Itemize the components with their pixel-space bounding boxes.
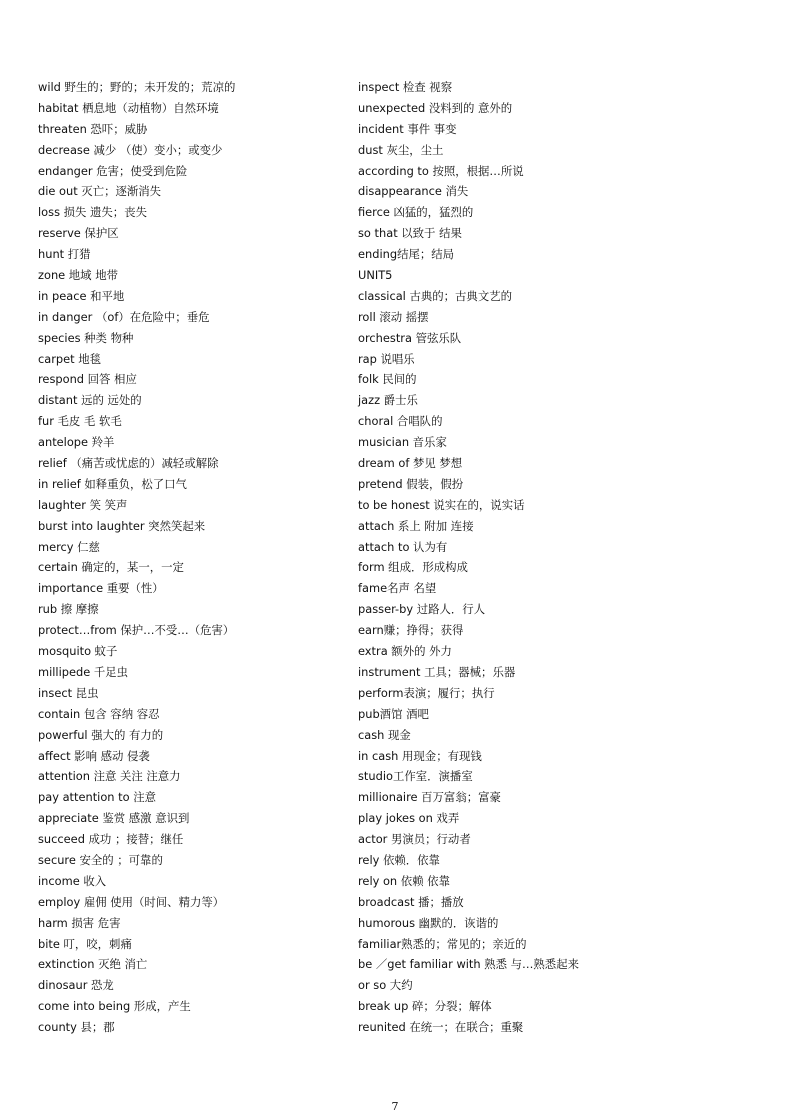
- vocabulary-entry: be ／get familiar with 熟悉 与…熟悉起来: [358, 957, 579, 972]
- vocabulary-entry: distant 远的 远处的: [38, 393, 142, 408]
- vocabulary-entry: attach to 认为有: [358, 539, 448, 554]
- vocabulary-entry: certain 确定的，某一，一定: [38, 560, 184, 575]
- vocabulary-entry: familiar熟悉的；常见的；亲近的: [358, 936, 527, 951]
- vocabulary-entry: loss 损失 遗失；丧失: [38, 205, 147, 220]
- vocabulary-entry: fierce 凶猛的，猛烈的: [358, 205, 474, 220]
- vocabulary-entry: come into being 形成，产生: [38, 999, 191, 1014]
- vocabulary-entry: dinosaur 恐龙: [38, 978, 114, 993]
- vocabulary-entry: play jokes on 戏弄: [358, 811, 460, 826]
- vocabulary-entry: relief （痛苦或忧虑的）减轻或解除: [38, 456, 219, 471]
- vocabulary-entry: classical 古典的；古典文艺的: [358, 288, 512, 303]
- vocabulary-entry: dream of 梦见 梦想: [358, 456, 463, 471]
- vocabulary-entry: attention 注意 关注 注意力: [38, 769, 181, 784]
- vocabulary-entry: powerful 强大的 有力的: [38, 727, 164, 742]
- vocabulary-entry: secure 安全的 ；可靠的: [38, 852, 163, 867]
- vocabulary-entry: pay attention to 注意: [38, 790, 156, 805]
- vocabulary-entry: affect 影响 感动 侵袭: [38, 748, 150, 763]
- vocabulary-entry: species 种类 物种: [38, 330, 134, 345]
- vocabulary-entry: harm 损害 危害: [38, 915, 121, 930]
- vocabulary-entry: threaten 恐吓；威胁: [38, 121, 148, 136]
- vocabulary-entry: disappearance 消失: [358, 184, 469, 199]
- vocabulary-entry: rely on 依赖 依靠: [358, 873, 450, 888]
- vocabulary-entry: income 收入: [38, 873, 107, 888]
- vocabulary-entry: importance 重要（性）: [38, 581, 164, 596]
- vocabulary-entry: insect 昆虫: [38, 685, 99, 700]
- vocabulary-entry: protect…from 保护…不受…（危害）: [38, 623, 235, 638]
- vocabulary-entry: dust 灰尘，尘土: [358, 142, 444, 157]
- vocabulary-entry: in peace 和平地: [38, 288, 125, 303]
- vocabulary-entry: rap 说唱乐: [358, 351, 415, 366]
- vocabulary-entry: decrease 减少 （使）变小；或变少: [38, 142, 223, 157]
- vocabulary-entry: roll 滚动 摇摆: [358, 309, 429, 324]
- vocabulary-entry: cash 现金: [358, 727, 411, 742]
- vocabulary-entry: humorous 幽默的．诙谐的: [358, 915, 499, 930]
- vocabulary-entry: studio工作室．演播室: [358, 769, 473, 784]
- vocabulary-entry: mosquito 蚊子: [38, 644, 118, 659]
- vocabulary-entry: or so 大约: [358, 978, 413, 993]
- vocabulary-entry: wild 野生的；野的；未开发的；荒凉的: [38, 80, 236, 94]
- vocabulary-entry: unexpected 没料到的 意外的: [358, 100, 513, 115]
- vocabulary-entry: perform表演；履行；执行: [358, 685, 495, 700]
- vocabulary-entry: choral 合唱队的: [358, 414, 443, 429]
- vocabulary-entry: orchestra 管弦乐队: [358, 330, 462, 345]
- vocabulary-entry: in relief 如释重负，松了口气: [38, 476, 187, 491]
- vocabulary-entry: millionaire 百万富翁；富豪: [358, 790, 501, 805]
- vocabulary-entry: laughter 笑 笑声: [38, 497, 128, 512]
- vocabulary-entry: actor 男演员；行动者: [358, 832, 471, 847]
- vocabulary-entry: incident 事件 事变: [358, 121, 457, 136]
- vocabulary-entry: antelope 羚羊: [38, 435, 115, 450]
- right-vocabulary-column: [358, 77, 768, 1038]
- vocabulary-entry: endanger 危害；使受到危险: [38, 163, 188, 178]
- vocabulary-entry: extra 额外的 外力: [358, 644, 452, 659]
- vocabulary-entry: according to 按照，根据…所说: [358, 163, 524, 178]
- vocabulary-entry: respond 回答 相应: [38, 372, 137, 387]
- vocabulary-entry: county 县；郡: [38, 1020, 115, 1035]
- page-number: 7: [391, 1100, 399, 1113]
- vocabulary-entry: instrument 工具；器械；乐器: [358, 664, 516, 679]
- vocabulary-entry: extinction 灭绝 消亡: [38, 957, 148, 972]
- vocabulary-entry: pretend 假装，假扮: [358, 476, 464, 491]
- vocabulary-entry: succeed 成功 ；接替；继任: [38, 832, 184, 847]
- vocabulary-entry: reunited 在统一；在联合；重聚: [358, 1020, 524, 1035]
- vocabulary-entry: rely 依赖．依靠: [358, 852, 440, 867]
- vocabulary-entry: broadcast 播；播放: [358, 894, 464, 909]
- vocabulary-entry: fame名声 名望: [358, 581, 437, 596]
- vocabulary-entry: musician 音乐家: [358, 435, 447, 450]
- vocabulary-entry: mercy 仁慈: [38, 539, 100, 554]
- vocabulary-entry: folk 民间的: [358, 372, 417, 387]
- vocabulary-entry: die out 灭亡；逐渐消失: [38, 184, 162, 199]
- vocabulary-entry: attach 系上 附加 连接: [358, 518, 474, 533]
- vocabulary-entry: habitat 栖息地（动植物）自然环境: [38, 100, 219, 115]
- vocabulary-entry: passer-by 过路人．行人: [358, 602, 486, 617]
- vocabulary-entry: millipede 千足虫: [38, 664, 129, 679]
- vocabulary-entry: hunt 打猎: [38, 247, 91, 262]
- vocabulary-entry: reserve 保护区: [38, 226, 119, 241]
- vocabulary-entry: appreciate 鉴赏 感激 意识到: [38, 811, 190, 826]
- vocabulary-entry: bite 叮，咬，刺痛: [38, 936, 132, 951]
- vocabulary-entry: zone 地域 地带: [38, 268, 118, 283]
- vocabulary-entry: rub 擦 摩擦: [38, 602, 99, 617]
- vocabulary-entry: in danger （of）在危险中；垂危: [38, 309, 210, 324]
- vocabulary-entry: jazz 爵士乐: [358, 393, 418, 408]
- vocabulary-entry: inspect 检查 视察: [358, 80, 453, 94]
- vocabulary-entry: so that 以致于 结果: [358, 226, 462, 241]
- vocabulary-entry: contain 包含 容纳 容忍: [38, 706, 160, 721]
- vocabulary-entry: carpet 地毯: [38, 351, 102, 366]
- left-vocabulary-column: [38, 77, 338, 1038]
- vocabulary-entry: in cash 用现金；有现钱: [358, 748, 482, 763]
- vocabulary-entry: earn赚；挣得；获得: [358, 623, 464, 638]
- vocabulary-entry: to be honest 说实在的，说实话: [358, 497, 525, 512]
- vocabulary-entry: ending结尾；结局: [358, 247, 455, 262]
- vocabulary-entry: UNIT5: [358, 268, 393, 283]
- vocabulary-entry: pub酒馆 酒吧: [358, 706, 429, 721]
- vocabulary-entry: fur 毛皮 毛 软毛: [38, 414, 122, 429]
- vocabulary-entry: form 组成．形成构成: [358, 560, 468, 575]
- vocabulary-entry: break up 碎；分裂；解体: [358, 999, 492, 1014]
- vocabulary-entry: burst into laughter 突然笑起来: [38, 518, 206, 533]
- vocabulary-entry: employ 雇佣 使用（时间、精力等）: [38, 894, 225, 909]
